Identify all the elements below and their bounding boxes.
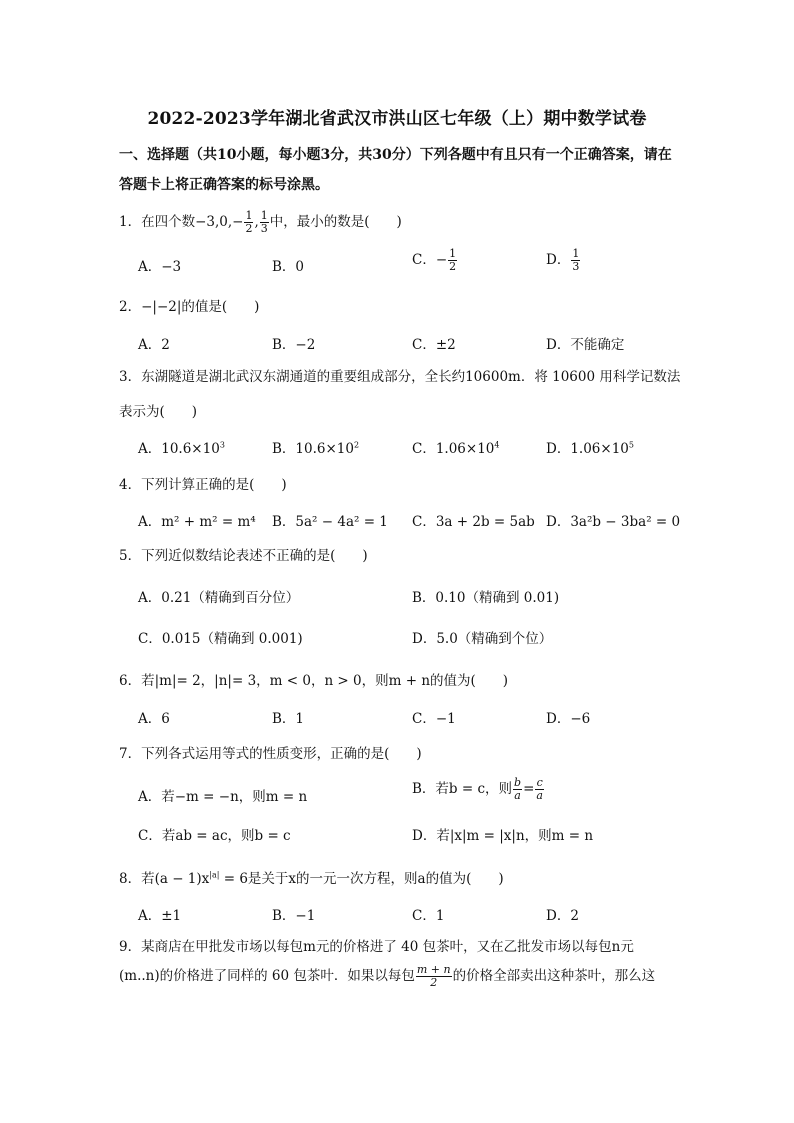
q8-option-c: C．1	[412, 908, 445, 924]
q1-option-c: C．− $\frac{1}{2}$	[412, 247, 457, 273]
question-9-line-2: (m..n)的价格进了同样的 60 包茶叶．如果以每包 $\frac{m + n}{2}$ 的价格全部卖出这种茶叶，那么这	[119, 963, 656, 989]
question-8: 8．若$(a - 1)x^{|a|} = 6$是关于x的一元一次方程，则a的值为( )	[119, 870, 504, 887]
q2-option-c: C．±2	[412, 337, 456, 353]
q2-option-a: A．2	[138, 337, 170, 353]
q4-option-c: C．3a + 2b = 5ab	[412, 514, 535, 530]
q1-option-d: D． $\frac{1}{3}$	[546, 247, 580, 273]
q6-option-d: D．−6	[546, 711, 591, 727]
q3-option-b: B．$10.6\times 10^2$	[272, 440, 360, 457]
question-6: 6．若|m|= 2，|n|= 3，m < 0，n > 0，则m + n的值为( )	[119, 673, 509, 689]
q7-option-a: A．若−m = −n，则m = n	[138, 789, 308, 805]
q3-option-a: A．$10.6\times 10^3$	[138, 440, 225, 457]
question-1: 1．在四个数−3,0,− $\frac{1}{2}$ , $\frac{1}{3}$ 中，最小的数是( )	[119, 209, 402, 235]
q6-option-b: B．1	[272, 711, 305, 727]
q4-option-a: A．m² + m² = m⁴	[138, 514, 256, 530]
q3-option-c: C．$1.06\times 10^4$	[412, 440, 500, 457]
q2-option-d: D．不能确定	[546, 337, 625, 353]
q8-option-b: B．−1	[272, 908, 316, 924]
q6-option-c: C．−1	[412, 711, 456, 727]
section-heading: 一、选择题（共10小题，每小题3分，共30分）下列各题中有且只有一个正确答案，请在答题卡上将正确答案的标号涂黑。	[119, 147, 672, 193]
question-9-line-1: 9．某商店在甲批发市场以每包m元的价格进了 40 包茶叶，又在乙批发市场以每包n元	[119, 939, 634, 955]
q1-option-a: A．−3	[138, 259, 182, 275]
q7-option-d: D．若|x|m = |x|n，则m = n	[412, 828, 594, 844]
q4-option-d: D．3a²b − 3ba² = 0	[546, 514, 681, 530]
question-2: 2．−|−2|的值是( )	[119, 299, 260, 315]
q5-option-c: C．0.015（精确到 0.001)	[138, 631, 303, 647]
q7-option-c: C．若ab = ac，则b = c	[138, 828, 291, 844]
page-title: 2022-2023学年湖北省武汉市洪山区七年级（上）期中数学试卷	[147, 109, 647, 129]
question-4: 4．下列计算正确的是( )	[119, 477, 287, 493]
q1-option-b: B．0	[272, 259, 305, 275]
question-7: 7．下列各式运用等式的性质变形，正确的是( )	[119, 746, 422, 762]
q8-option-a: A．±1	[138, 908, 182, 924]
q3-option-d: D．$1.06\times 10^5$	[546, 440, 634, 457]
q5-option-d: D．5.0（精确到个位）	[412, 631, 553, 647]
question-5: 5．下列近似数结论表述不正确的是( )	[119, 548, 368, 564]
q4-option-b: B．5a² − 4a² = 1	[272, 514, 388, 530]
question-3-line-2: 表示为( )	[119, 404, 198, 420]
question-3-line-1: 3．东湖隧道是湖北武汉东湖通道的重要组成部分，全长约10600m．将 10600 用科学记数法	[119, 369, 681, 385]
q7-option-b: B．若b = c，则 $\frac{b}{a}$ = $\frac{c}{a}$	[412, 776, 543, 802]
q8-option-d: D．2	[546, 908, 579, 924]
q5-option-b: B．0.10（精确到 0.01)	[412, 590, 560, 606]
q2-option-b: B．−2	[272, 337, 316, 353]
q6-option-a: A．6	[138, 711, 170, 727]
q5-option-a: A．0.21（精确到百分位）	[138, 590, 300, 606]
